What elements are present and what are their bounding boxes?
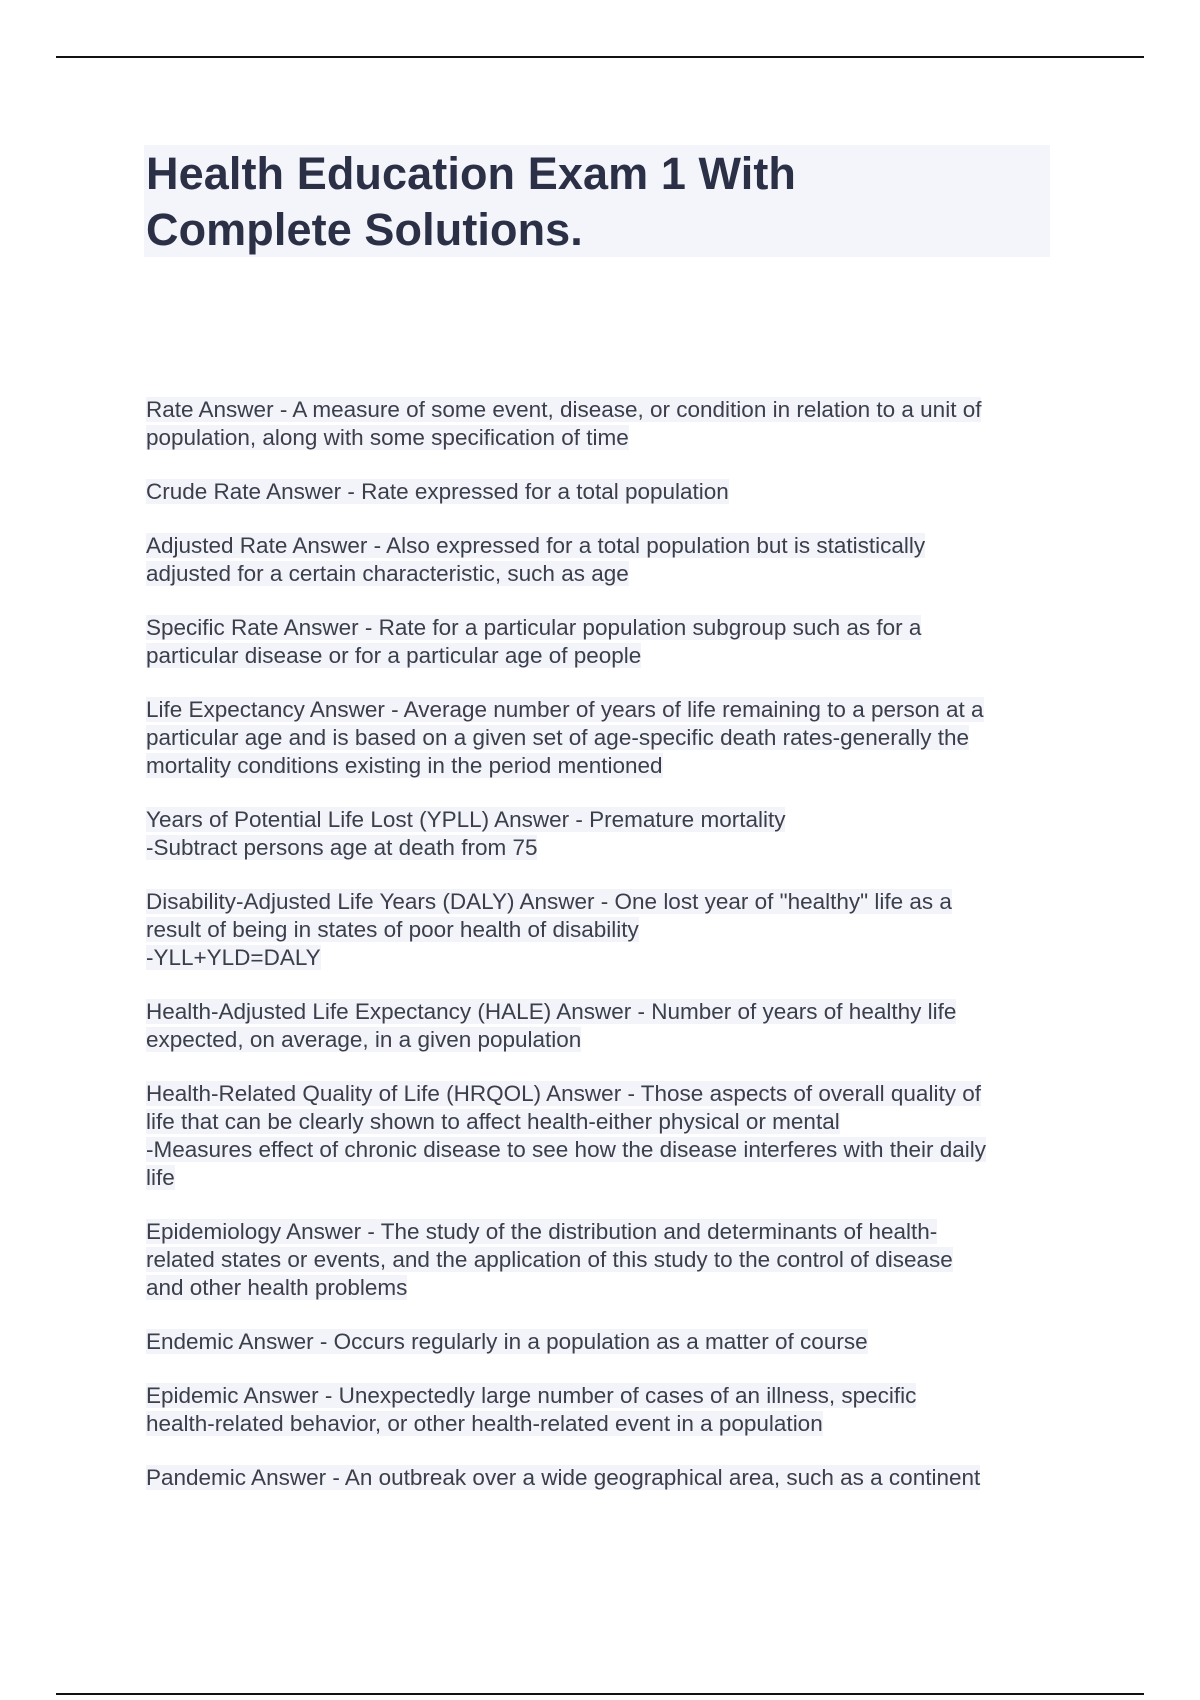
entry-text-line xyxy=(146,752,1056,780)
entry-text-line xyxy=(146,834,1056,862)
entry-text: Health-Related Quality of Life (HRQOL) Answer - Those aspects of overall quality of xyxy=(146,1081,981,1106)
entry-text: particular disease or for a particular age of people xyxy=(146,643,642,668)
list-item xyxy=(146,696,1056,780)
entry-text-line xyxy=(146,1410,1056,1438)
entry-text: adjusted for a certain characteristic, such as age xyxy=(146,561,629,586)
entry-text-line xyxy=(146,1382,1056,1410)
entry-text-line xyxy=(146,1026,1056,1054)
page-top-rule xyxy=(56,56,1144,58)
entry-text-line xyxy=(146,1246,1056,1274)
entry-text: -YLL+YLD=DALY xyxy=(146,945,321,970)
entry-text-line xyxy=(146,1464,1056,1492)
list-item xyxy=(146,478,1056,506)
list-item xyxy=(146,806,1056,862)
entry-text: Health-Adjusted Life Expectancy (HALE) Answer - Number of years of healthy life xyxy=(146,999,957,1024)
entry-text-line xyxy=(146,1274,1056,1302)
entry-text: health-related behavior, or other health-related event in a population xyxy=(146,1411,823,1436)
list-item xyxy=(146,532,1056,588)
entry-text: Rate Answer - A measure of some event, disease, or condition in relation to a unit of xyxy=(146,397,982,422)
list-item xyxy=(146,1382,1056,1438)
entry-text-line xyxy=(146,424,1056,452)
entry-text: Crude Rate Answer - Rate expressed for a total population xyxy=(146,479,729,504)
entry-text-line xyxy=(146,806,1056,834)
entry-text-line xyxy=(146,532,1056,560)
entry-text-line xyxy=(146,396,1056,424)
list-item xyxy=(146,614,1056,670)
entry-text: life that can be clearly shown to affect health-either physical or mental xyxy=(146,1109,840,1134)
entry-text: Adjusted Rate Answer - Also expressed for a total population but is statistically xyxy=(146,533,926,558)
entry-text-line xyxy=(146,478,1056,506)
entry-text: Disability-Adjusted Life Years (DALY) Answer - One lost year of "healthy" life as a xyxy=(146,889,952,914)
entry-text-line xyxy=(146,642,1056,670)
entry-text: Years of Potential Life Lost (YPLL) Answer - Premature mortality xyxy=(146,807,786,832)
entry-text: Specific Rate Answer - Rate for a particular population subgroup such as for a xyxy=(146,615,922,640)
entry-text: related states or events, and the application of this study to the control of disease xyxy=(146,1247,953,1272)
list-item xyxy=(146,1464,1056,1492)
entry-text: and other health problems xyxy=(146,1275,408,1300)
list-item xyxy=(146,396,1056,452)
entry-text: expected, on average, in a given population xyxy=(146,1027,582,1052)
entry-text-line xyxy=(146,1108,1056,1136)
entry-text-line xyxy=(146,888,1056,916)
entry-text: particular age and is based on a given set of age-specific death rates-generally the xyxy=(146,725,970,750)
list-item xyxy=(146,1328,1056,1356)
list-item xyxy=(146,998,1056,1054)
entry-text: mortality conditions existing in the period mentioned xyxy=(146,753,663,778)
entry-text-line xyxy=(146,560,1056,588)
entry-text-line xyxy=(146,1136,1056,1164)
list-item xyxy=(146,888,1056,972)
title-line-1: Health Education Exam 1 With xyxy=(146,148,797,199)
title-line-2: Complete Solutions. xyxy=(146,204,583,255)
entry-text: Pandemic Answer - An outbreak over a wide geographical area, such as a continent xyxy=(146,1465,981,1490)
entry-text: result of being in states of poor health of disability xyxy=(146,917,639,942)
entry-text-line xyxy=(146,998,1056,1026)
entry-text: Life Expectancy Answer - Average number of years of life remaining to a person at a xyxy=(146,697,984,722)
entry-text: Epidemic Answer - Unexpectedly large number of cases of an illness, specific xyxy=(146,1383,917,1408)
entry-text: life xyxy=(146,1165,175,1190)
entry-text-line xyxy=(146,696,1056,724)
entry-text: Endemic Answer - Occurs regularly in a population as a matter of course xyxy=(146,1329,868,1354)
list-item xyxy=(146,1080,1056,1192)
entry-text-line xyxy=(146,1080,1056,1108)
entry-text: -Measures effect of chronic disease to see how the disease interferes with their daily xyxy=(146,1137,987,1162)
flashcard-list xyxy=(146,396,1056,1518)
entry-text-line xyxy=(146,614,1056,642)
entry-text-line xyxy=(146,916,1056,944)
entry-text-line xyxy=(146,1218,1056,1246)
page-title xyxy=(146,146,1046,258)
entry-text-line xyxy=(146,1164,1056,1192)
entry-text-line xyxy=(146,1328,1056,1356)
list-item xyxy=(146,1218,1056,1302)
entry-text: -Subtract persons age at death from 75 xyxy=(146,835,538,860)
page-bottom-rule xyxy=(56,1693,1144,1695)
entry-text-line xyxy=(146,944,1056,972)
entry-text-line xyxy=(146,724,1056,752)
entry-text: Epidemiology Answer - The study of the distribution and determinants of health- xyxy=(146,1219,938,1244)
entry-text: population, along with some specification of time xyxy=(146,425,629,450)
